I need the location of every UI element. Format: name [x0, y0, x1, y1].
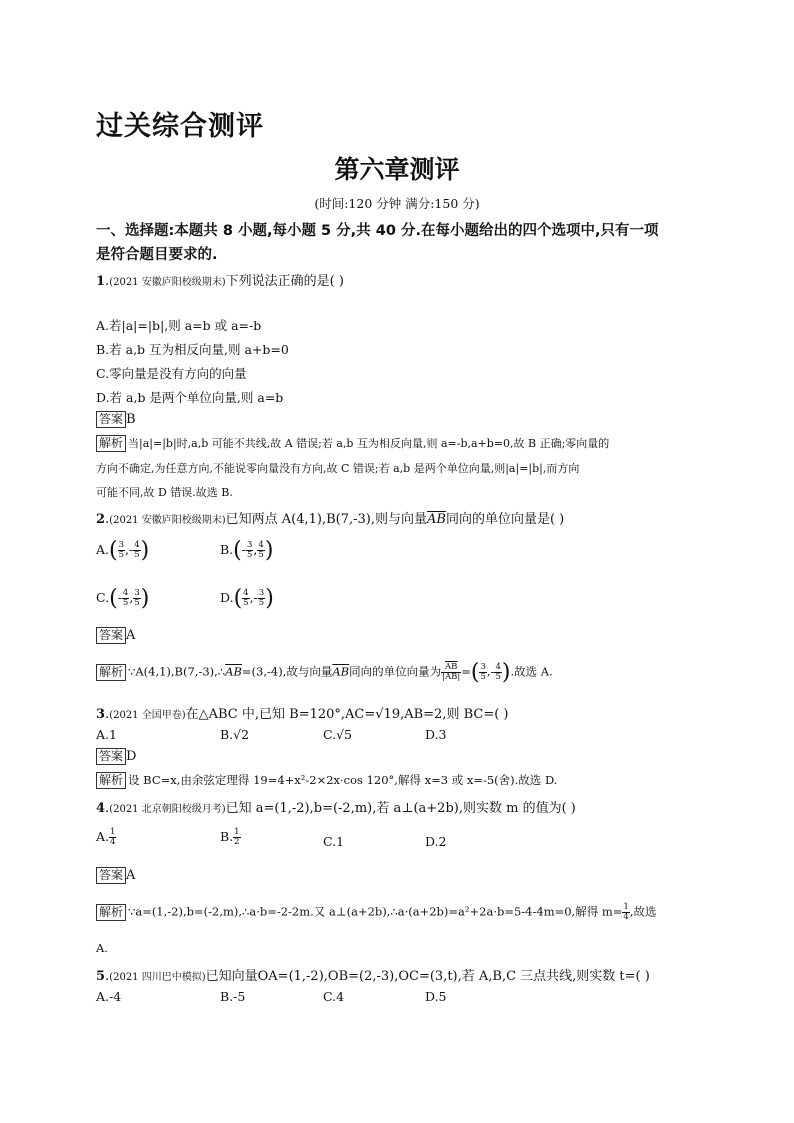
question-source: (2021 全国甲卷) [109, 710, 186, 721]
chapter-title: 第六章测评 [334, 155, 460, 184]
analysis-text: 设 BC=x,由余弦定理得 19=4+x²-2×2x·cos 120°,解得 x=3 或 x=-5(舍).故选 D. [128, 773, 558, 787]
question-source: (2021 安徽庐阳校级期末) [109, 277, 226, 288]
question-number: 4 [96, 801, 106, 816]
analysis-line: A. [96, 941, 108, 955]
question-stem: 已知向量OA=(1,-2),OB=(2,-3),OC=(3,t),若 A,B,C 三点共线,则实数 t=( ) [205, 969, 650, 984]
fraction: $\frac{3}{5}$ [134, 588, 140, 608]
fraction: $\frac{1}{4}$ [110, 827, 116, 847]
question-3: 3.(2021 全国甲卷)在△ABC 中,已知 B=120°,AC=√19,AB=2,则 BC=( ) [96, 707, 509, 722]
option-b: B. $\frac{1}{2}$ [220, 827, 240, 847]
fraction: $\frac{3}{5}$ [118, 540, 125, 560]
question-stem-tail: 同向的单位向量是( ) [445, 512, 565, 527]
answer-row [96, 627, 135, 644]
answer-value: B [126, 412, 136, 427]
fraction: $\frac{1}{4}$ [623, 902, 629, 922]
option-c: C.零向量是没有方向的向量 [96, 366, 247, 381]
analysis-text: 当|a|=|b|时,a,b 可能不共线,故 A 错误;若 a,b 互为相反向量,则 a=-b,a+b=0,故 B 正确;零向量的 [128, 437, 610, 450]
question-number: 1 [96, 274, 106, 289]
question-number: 5 [96, 969, 106, 984]
question-stem: 已知 a=(1,-2),b=(-2,m),若 a⊥(a+2b),则实数 m 的值为( ) [225, 801, 576, 816]
question-number: 3 [96, 707, 106, 722]
time-info: (时间:120 分钟 满分:150 分) [314, 196, 480, 211]
analysis-label: 解析 [96, 904, 126, 921]
option-a: A.( $\frac{3}{5}$ ,- $\frac{4}{5}$ ) [96, 538, 150, 563]
analysis-line: 方向不确定,为任意方向,不能说零向量没有方向,故 C 错误;若 a,b 是两个单位向量,则|a|=|b|,而方向 [96, 462, 580, 475]
option-c: C.√5 [323, 727, 353, 742]
question-number: 2 [96, 512, 106, 527]
answer-row [96, 867, 135, 884]
section-title: 过关综合测评 [96, 111, 264, 142]
fraction: $\frac{4}{5}$ [134, 540, 140, 560]
analysis-line: 可能不同,故 D 错误.故选 B. [96, 486, 233, 499]
option-c: C.(- $\frac{4}{5}$ , $\frac{3}{5}$ ) [96, 586, 150, 611]
question-source: (2021 安徽庐阳校级期末) [109, 515, 226, 526]
analysis-line: 解析 ∵a=(1,-2),b=(-2,m),∴a·b=-2-2m.又 a⊥(a+2b),∴a·(a+2b)=a²+2a·b=5-4-4m=0,解得 m= $\frac{1}{4}$ ,故选 [96, 903, 656, 922]
option-b: B.-5 [220, 989, 246, 1004]
section-heading-line1: 一、选择题:本题共 8 小题,每小题 5 分,共 40 分.在每小题给出的四个选项中,只有一项 [96, 223, 659, 239]
analysis-line [96, 772, 557, 789]
question-5: 5.(2021 四川巴中模拟)已知向量OA=(1,-2),OB=(2,-3),OC=(3,t),若 A,B,C 三点共线,则实数 t=( ) [96, 969, 650, 984]
question-stem: 在△ABC 中,已知 B=120°,AC=√19,AB=2,则 BC=( ) [185, 707, 509, 722]
analysis-line [96, 435, 609, 452]
question-source: (2021 四川巴中模拟) [109, 972, 206, 983]
option-c: C.1 [323, 834, 345, 849]
question-stem: 已知两点 A(4,1),B(7,-3),则与向量 [225, 512, 427, 527]
option-a: A. $\frac{1}{4}$ [96, 827, 116, 847]
answer-row [96, 748, 136, 765]
analysis-label: 解析 [96, 772, 126, 789]
fraction: $\frac{3}{5}$ [247, 540, 253, 560]
answer-label: 答案 [96, 627, 126, 644]
answer-value: A [126, 628, 136, 643]
option-d: D.5 [425, 989, 447, 1004]
fraction: $\frac{4}{5}$ [258, 540, 264, 560]
fraction: $\frac{3}{5}$ [480, 662, 486, 682]
question-4: 4.(2021 北京朝阳校级月考)已知 a=(1,-2),b=(-2,m),若 a⊥(a+2b),则实数 m 的值为( ) [96, 801, 576, 816]
option-b: B.(- $\frac{3}{5}$ , $\frac{4}{5}$ ) [220, 538, 274, 563]
answer-row [96, 411, 136, 428]
fraction: $\frac{4}{5}$ [122, 588, 129, 608]
question-2: 2.(2021 安徽庐阳校级期末)已知两点 A(4,1),B(7,-3),则与向量$\overline{AB}$同向的单位向量是( ) [96, 512, 565, 527]
answer-label: 答案 [96, 411, 126, 428]
question-stem: 下列说法正确的是( ) [225, 274, 344, 289]
option-d: D.3 [425, 727, 447, 742]
fraction: $\frac{1}{2}$ [234, 827, 240, 847]
section-heading-line2: 是符合题目要求的. [96, 247, 218, 263]
question-source: (2021 北京朝阳校级月考) [109, 804, 226, 815]
analysis-label: 解析 [96, 435, 126, 452]
option-b: B.若 a,b 互为相反向量,则 a+b=0 [96, 342, 289, 357]
analysis-line: 解析 $\because A(4,1),B(7,-3),\therefore\overline{AB}=(3,-4)$,故与向量$\overline{AB}$同向的单位向量为 $\frac{\overline{AB}}{|AB|}$ =( $\frac{3}{5}$ ,- $\frac{4}{5}$ ).故选 A. [96, 660, 553, 685]
vector-ab: $\overline{AB}$ [427, 512, 446, 527]
option-d: D.2 [425, 834, 447, 849]
option-d: D.( $\frac{4}{5}$ ,- $\frac{3}{5}$ ) [220, 586, 274, 611]
answer-value: A [126, 868, 136, 883]
fraction: $\frac{4}{5}$ [495, 662, 501, 682]
option-c: C.4 [323, 989, 345, 1004]
option-a: A.1 [96, 727, 117, 742]
fraction: $\frac{3}{5}$ [258, 588, 265, 608]
option-d: D.若 a,b 是两个单位向量,则 a=b [96, 390, 284, 405]
option-b: B.√2 [220, 727, 250, 742]
answer-label: 答案 [96, 748, 126, 765]
answer-label: 答案 [96, 867, 126, 884]
answer-value: D [126, 749, 137, 764]
fraction: $\frac{\overline{AB}}{|AB|}$ [442, 662, 461, 682]
option-a: A.若|a|=|b|,则 a=b 或 a=-b [96, 318, 262, 333]
question-1: 1.(2021 安徽庐阳校级期末)下列说法正确的是( ) [96, 274, 344, 289]
analysis-label: 解析 [96, 664, 126, 681]
option-a: A.-4 [96, 989, 122, 1004]
fraction: $\frac{4}{5}$ [243, 588, 249, 608]
